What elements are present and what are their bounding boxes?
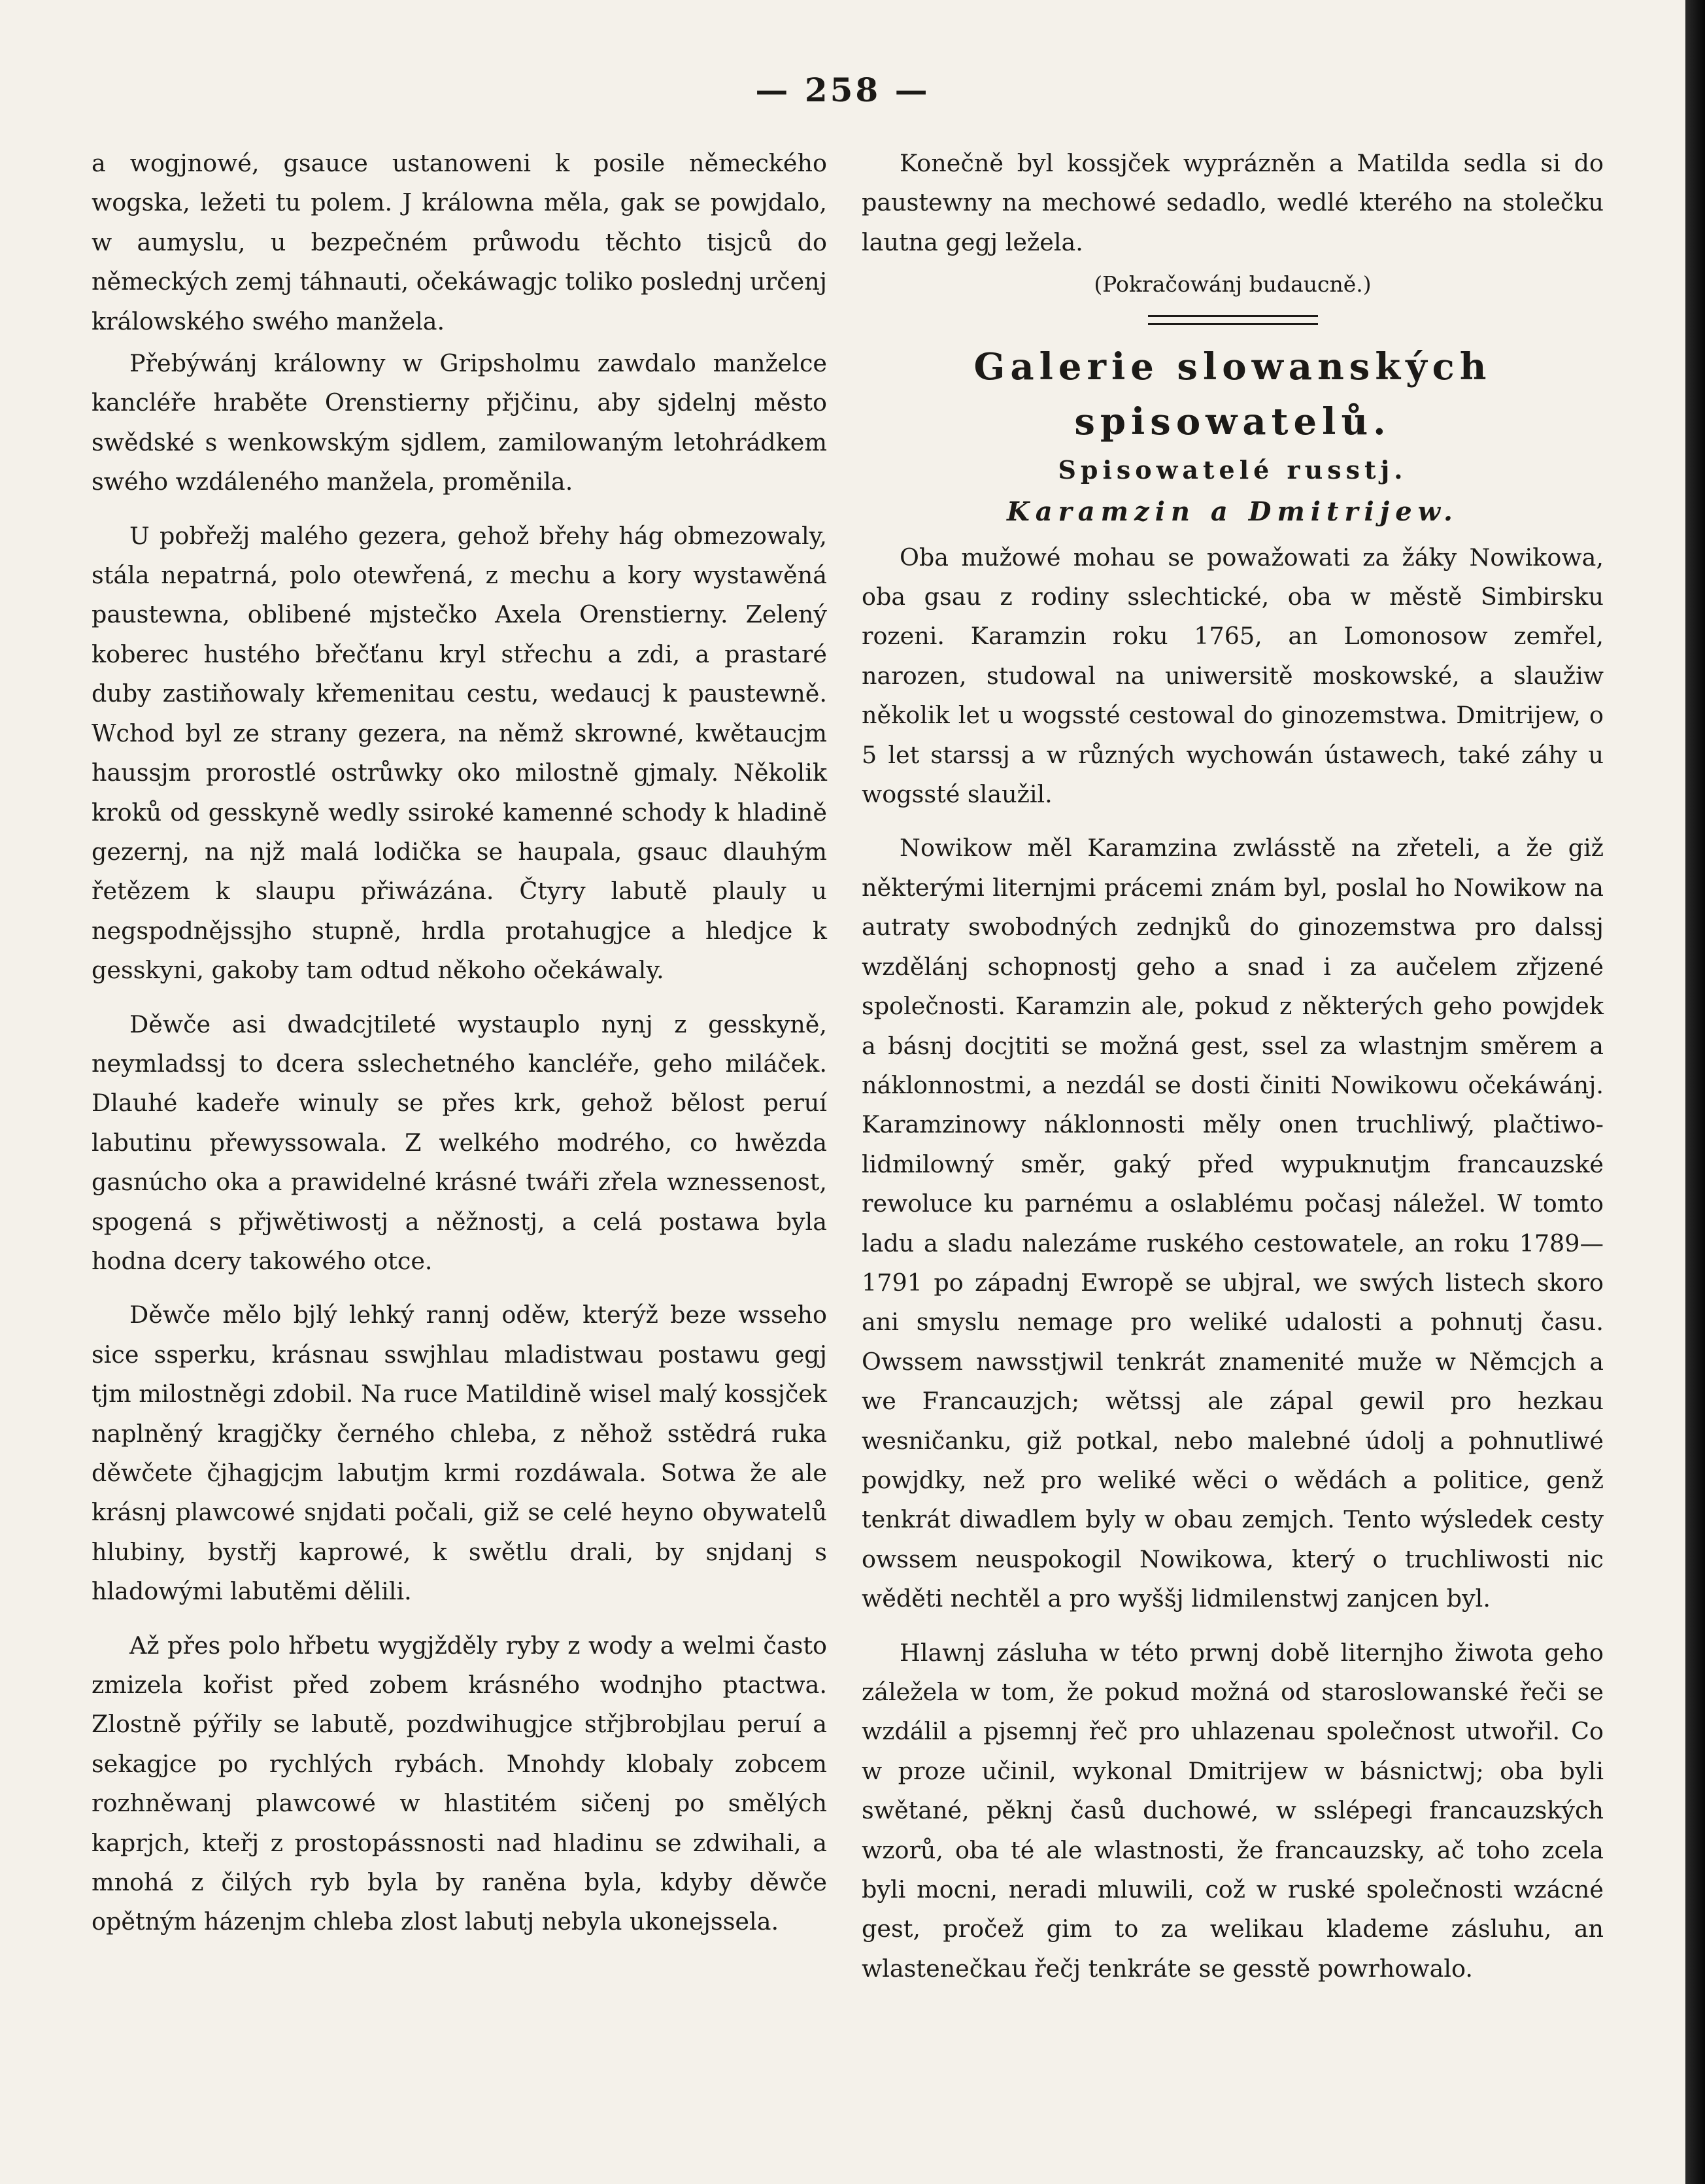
paragraph: Hlawnj zásluha w této prwnj době liternjho žiwota geho záležela w tom, že pokud možná od staroslowanské řeči se wzdálil a pjsemnj řeč pro uhlazenau společnost utwořil. Co w proze učinil, wykonal Dmitrijew w básnictwj; oba byli swětané, pěknj časů duchowé, w sslépegi francauzských wzorů, oba té ale wlastnosti, že francauzsky, ač toho zcela byli mocni, neradi mluwili, což w ruské společnosti wzácné gest, pročež gim to za welikau klademe zásluhu, an wlastenečkau řečj tenkráte se gesstě powrhowalo. xyxy=(862,1638,1604,1983)
page-number: — 258 — xyxy=(755,71,930,109)
page-edge xyxy=(1685,0,1705,2184)
paragraph: Konečně byl kossjček wyprázněn a Matilda sedla si do paustewny na mechowé sedadlo, wedlé kterého na stolečku lautna gegj ležela. xyxy=(862,149,1604,256)
paragraph: Nowikow měl Karamzina zwlásstě na zřeteli, a že giž některými liternjmi prácemi znám byl, poslal ho Nowikow na autraty swobodných zednjků do ginozemstwa pro dalssj wzdělánj schopnostj geho a snad i za aučelem zřjzené společnosti. Karamzin ale, pokud z některých geho powjdek a básnj docjtiti se možná gest, ssel za wlastnjm směrem a náklonnostmi, a nezdál se dosti činiti Nowikowu očekáwánj. Karamzinowy náklonnosti měly onen truchliwý, plačtiwo-lidmilowný směr, gaký před wypuknutjm francauzské rewoluce ku parnému a oslablému počasj náležel. W tomto ladu a sladu nalezáme ruského cestowatele, an roku 1789—1791 po západnj Ewropě se ubjral, we swých listech skoro ani smyslu nemage pro weliké udalosti a pohnutj času. Owssem nawsstjwil tenkrát znamenité muže w Němcjch a we Francauzjch; wětssj ale zápal gewil pro hezkau wesničanku, giž potkal, nebo malebné údolj a pohnutliwé powjdky, než pro weliké wěci o wědách a politice, genž tenkrát diwadlem byly w obau zemjch. Tento wýsledek cesty owssem neuspokogil Nowikowa, který o truchliwosti nic wěděti nechtěl a pro wyššj lidmilenstwj zanjcen byl. xyxy=(862,834,1604,1613)
paragraph: Oba mužowé mohau se powažowati za žáky Nowikowa, oba gsau z rodiny sslechtické, oba w městě Simbirsku rozeni. Karamzin roku 1765, an Lomonosow zemřel, narozen, studowal na uniwersitě moskowské, a slaužiw několik let u wogssté cestowal do ginozemstwa. Dmitrijew, o 5 let starssj a w různých wychowán ústawech, také záhy u wogssté slaužil. xyxy=(862,543,1604,809)
paragraph: a wogjnowé, gsauce ustanoweni k posile německého wogska, ležeti tu polem. J králowna měla, gak se powjdalo, w aumyslu, u bezpečném průwodu těchto tisjců do německých zemj táhnauti, očekáwagjc toliko poslednj určenj králowského swého manžela. xyxy=(92,149,827,335)
paragraph: Děwče mělo bjlý lehký rannj oděw, kterýž beze wsseho sice ssperku, krásnau sswjhlau mladistwau postawu gegj tjm milostněgi zdobil. Na ruce Matildině wisel malý kossjček naplněný kragjčky černého chleba, z něhož sstědrá ruka děwčete čjhagjcjm labutjm krmi rozdáwala. Sotwa že ale krásnj plawcowé snjdati počali, giž se celé heyno obywatelů hlubiny, bystřj kaprowé, k swětlu drali, by snjdanj s hladowými labutěmi dělili. xyxy=(92,1301,827,1606)
section-title: Galerie slowanských spisowatelů. xyxy=(973,345,1492,443)
paragraph: Až přes polo hřbetu wygjžděly ryby z wody a welmi často zmizela kořist před zobem krásného wodnjho ptactwa. Zlostně pýřily se labutě, pozdwihugjce střjbrobjlau peruí a sekagjce po rychlých rybách. Mnohdy klobaly zobcem rozhněwanj plawcowé w hlastitém sičenj po smělých kaprjch, kteřj z prostopássnosti nad hladinu se zdwihali, a mnohá z čilých ryb byla by raněna byla, kdyby děwče opětným házenjm chleba zlost labutj nebyla ukonejssela. xyxy=(92,1631,827,1936)
paragraph: U pobřežj malého gezera, gehož břehy hág obmezowaly, stála nepatrná, polo otewřená, z mechu a kory wystawěná paustewna, oblibené mjstečko Axela Orenstierny. Zelený koberec hustého břečťanu kryl střechu a zdi, a prastaré duby zastiňowaly křemenitau cestu, wedaucj k paustewně. Wchod byl ze strany gezera, na němž skrowné, kwětaucjm haussjm prorostlé ostrůwky oko milostně gjmaly. Několik kroků od gesskyně wedly ssiroké kamenné schody k hladině gezernj, na njž malá lodička se haupala, gsauc dlauhým řetězem k slaupu přiwázána. Čtyry labutě plauly u negspodnějssjho stupně, hrdla protahugjce a hledjce k gesskyni, gakoby tam odtud někoho očekáwaly. xyxy=(92,521,827,985)
divider xyxy=(1148,315,1318,325)
paragraph: Děwče asi dwadcjtileté wystauplo nynj z gesskyně, neymladssj to dcera sslechetného kancléře, geho miláček. Dlauhé kadeře winuly se přes krk, gehož bělost peruí labutinu přewyssowala. Z welkého modrého, co hwězda gasnúcho oka a prawidelné krásné twáři zřela wznessenost, spogená s přjwětiwostj a něžnostj, a celá postawa byla hodna dcery takowého otce. xyxy=(92,1010,827,1275)
article-heading: Karamzin a Dmitrijew. xyxy=(1007,496,1459,527)
left-column xyxy=(92,144,827,1956)
section-subtitle: Spisowatelé russtj. xyxy=(1058,454,1408,485)
paragraph: Přebýwánj králowny w Gripsholmu zawdalo manželce kancléře hraběte Orenstierny přjčinu, aby sjdelnj město swědské s wenkowským sjdlem, zamilowaným letohrádkem swého wzdáleného manžela, proměnila. xyxy=(92,349,827,496)
right-column xyxy=(862,144,1604,2003)
continued-note: (Pokračowánj budaucně.) xyxy=(1094,271,1372,298)
